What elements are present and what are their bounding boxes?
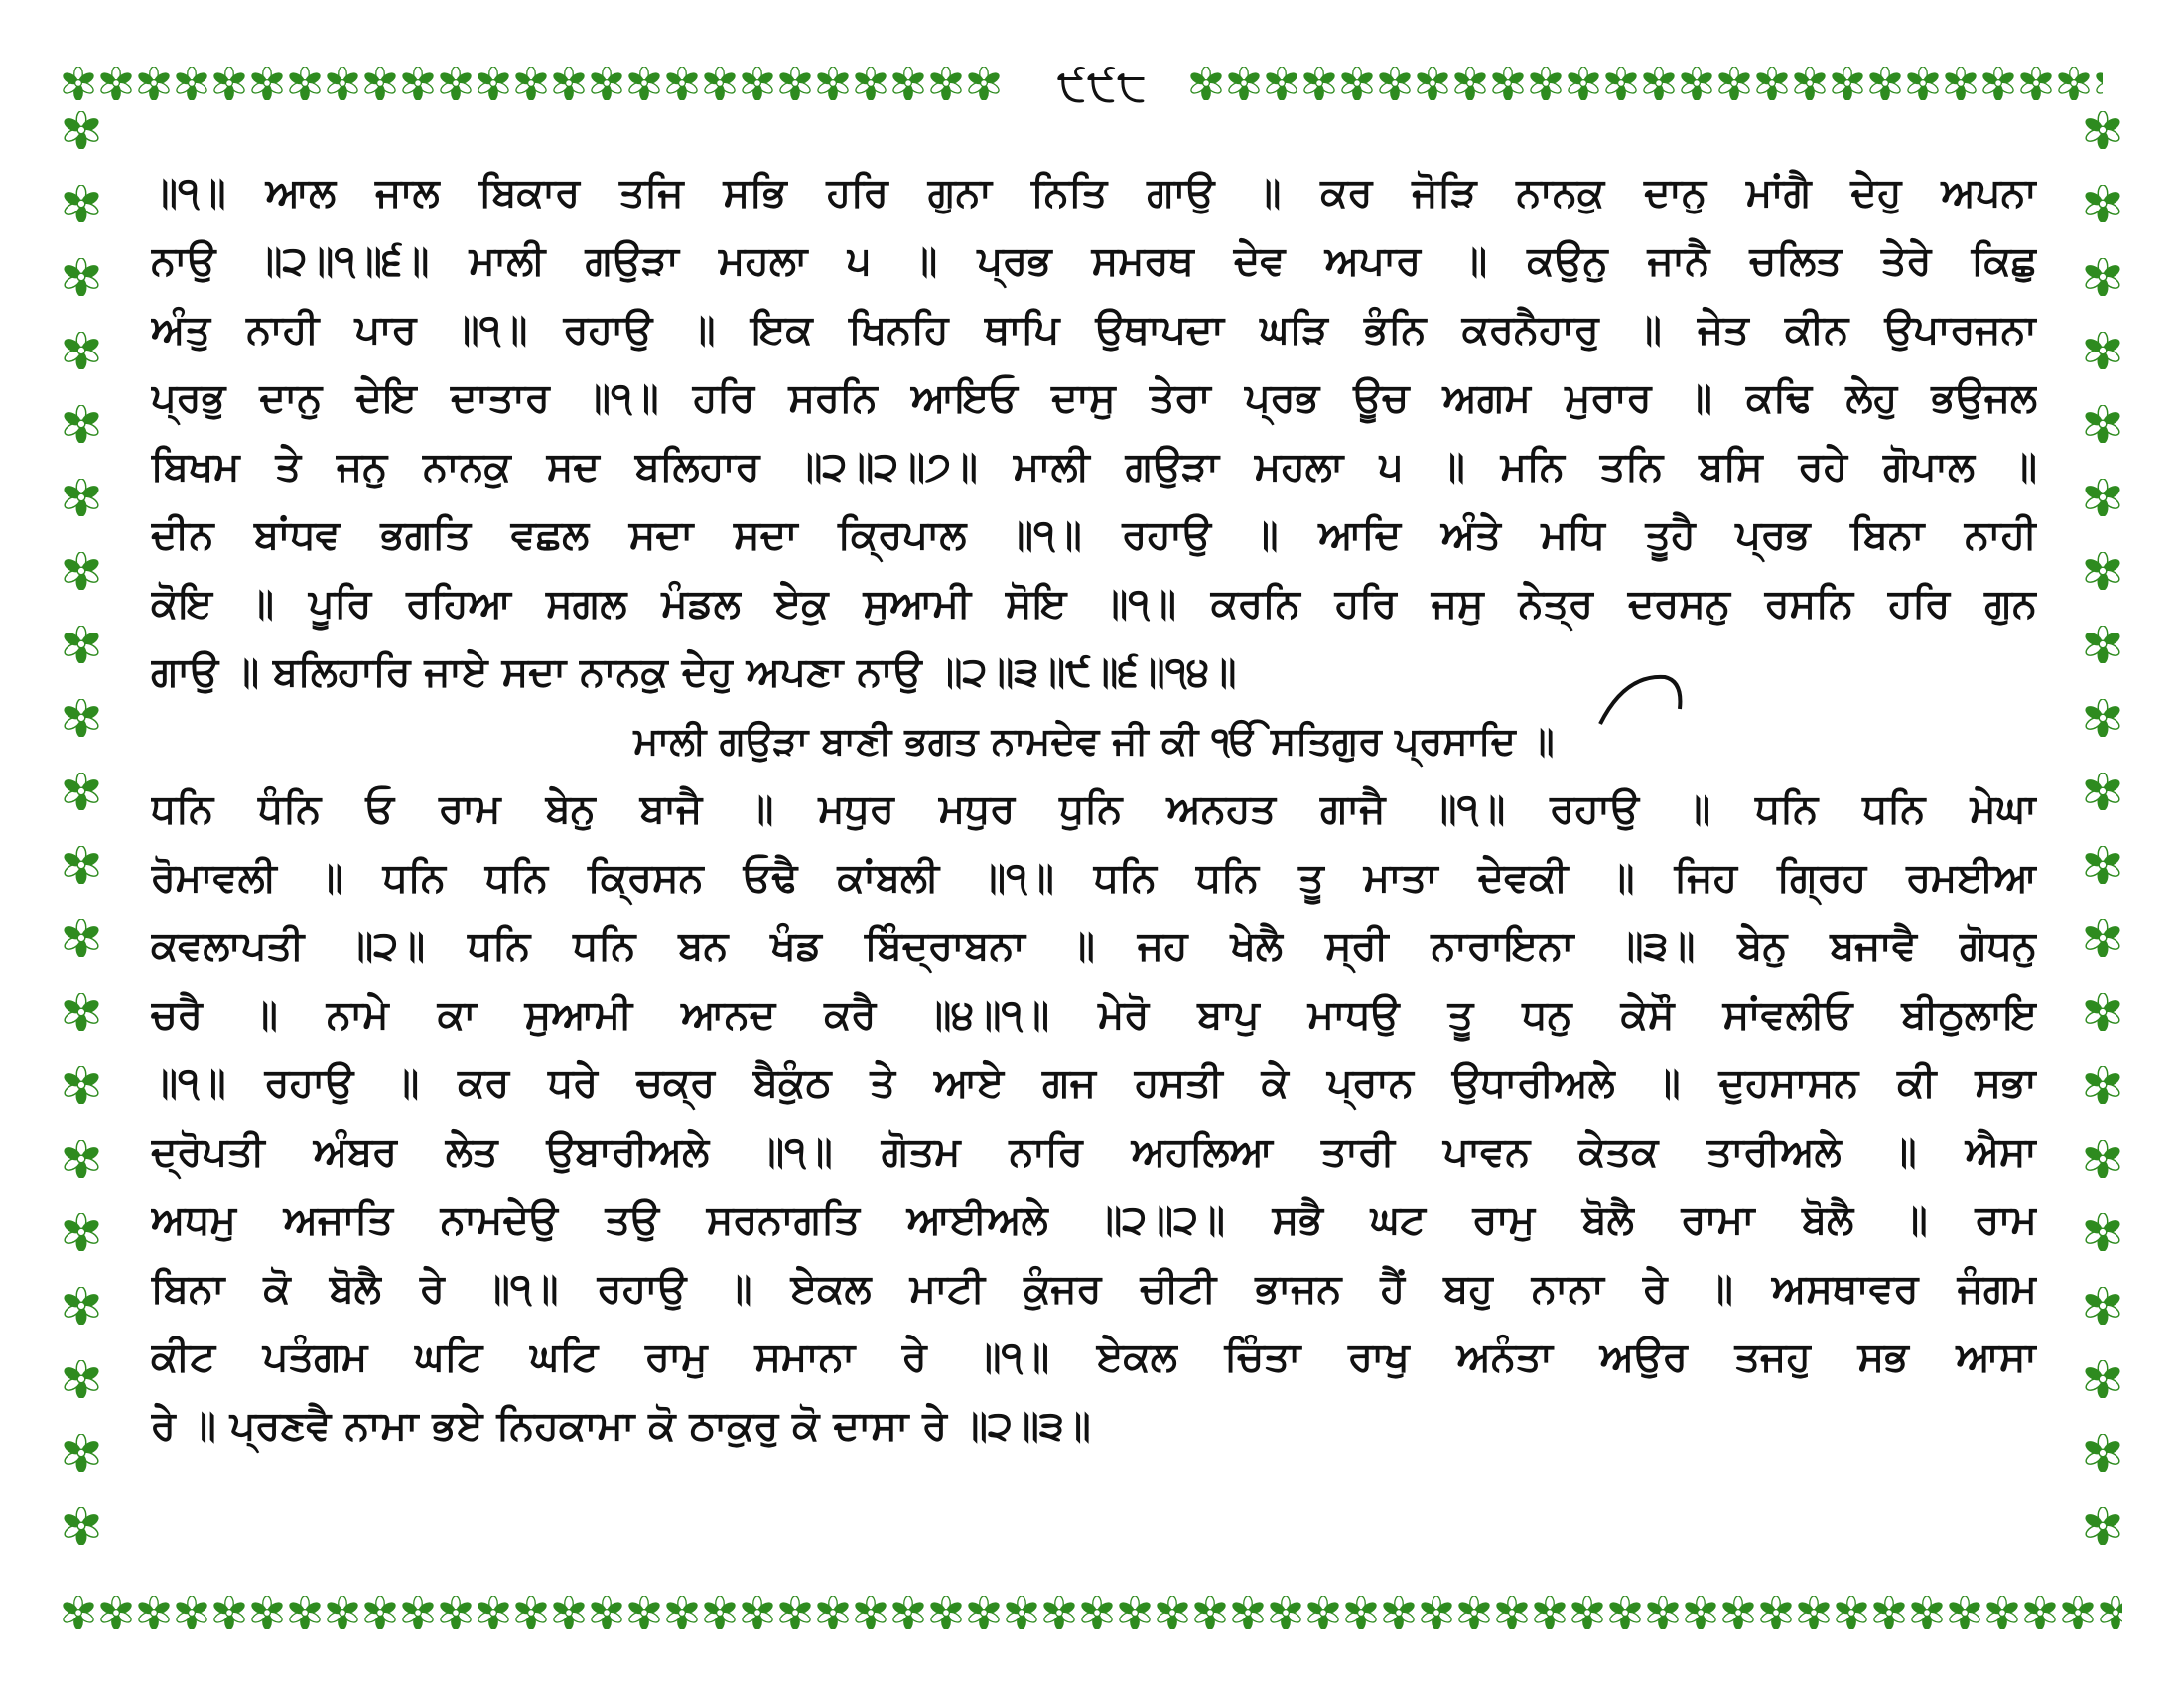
text-line: ਰੇ ॥ ਪ੍ਰਣਵੈ ਨਾਮਾ ਭਏ ਨਿਹਕਾਮਾ ਕੋ ਠਾਕੁਰੁ ਕੋ ਦਾਸਾ ਰੇ ॥੨॥੩॥ (151, 1403, 1091, 1449)
flower-ornament-icon (2057, 67, 2091, 100)
text-line: ਅੰਤੁ ਨਾਹੀ ਪਾਰ ॥੧॥ ਰਹਾਉ ॥ ਇਕ ਖਿਨਹਿ ਥਾਪਿ ਉਥਾਪਦਾ ਘੜਿ ਭੰਨਿ ਕਰਨੈਹਾਰੁ ॥ ਜੇਤ ਕੀਨ ਉਪਾਰਜਨਾ (151, 307, 2037, 352)
flower-ornament-icon (1269, 1596, 1302, 1629)
flower-ornament-icon (741, 1596, 774, 1629)
flower-ornament-icon (514, 1596, 548, 1629)
flower-ornament-icon (63, 993, 100, 1031)
text-line: ॥੧॥ ਰਹਾਉ ॥ ਕਰ ਧਰੇ ਚਕ੍ਰ ਬੈਕੁੰਠ ਤੇ ਆਏ ਗਜ ਹਸਤੀ ਕੇ ਪ੍ਰਾਨ ਉਧਾਰੀਅਲੇ ॥ ਦੁਹਸਾਸਨ ਕੀ ਸਭਾ (151, 1060, 2037, 1106)
flower-ornament-icon (2084, 1213, 2121, 1251)
flower-ornament-icon (2084, 479, 2121, 516)
flower-ornament-icon (1759, 1596, 1793, 1629)
flower-ornament-icon (2084, 405, 2121, 443)
flower-ornament-icon (2084, 552, 2121, 590)
flower-ornament-icon (552, 67, 586, 100)
flower-ornament-icon (1831, 67, 1864, 100)
flower-ornament-icon (62, 1596, 95, 1629)
text-line: ਨਾਉ ॥੨॥੧॥੬॥ ਮਾਲੀ ਗਉੜਾ ਮਹਲਾ ੫ ॥ ਪ੍ਰਭ ਸਮਰਥ ਦੇਵ ਅਪਾਰ ॥ ਕਉਨੁ ਜਾਨੈ ਚਲਿਤ ਤੇਰੇ ਕਿਛੁ (151, 238, 2037, 284)
flower-ornament-icon (1981, 67, 2015, 100)
flower-ornament-icon (2084, 185, 2121, 222)
flower-ornament-icon (2099, 1596, 2122, 1629)
flower-ornament-icon (1080, 1596, 1114, 1629)
flower-ornament-icon (1382, 1596, 1416, 1629)
flower-ornament-icon (1491, 67, 1525, 100)
flower-ornament-icon (891, 1596, 925, 1629)
flower-ornament-icon (63, 552, 100, 590)
flower-ornament-icon (1416, 67, 1449, 100)
flower-ornament-icon (1420, 1596, 1453, 1629)
flower-ornament-icon (854, 1596, 887, 1629)
flower-ornament-icon (63, 111, 100, 149)
flower-ornament-icon (1721, 1596, 1755, 1629)
heading-text: ਮਾਲੀ ਗਉੜਾ ਬਾਣੀ ਭਗਤ ਨਾਮਦੇਵ ਜੀ ਕੀ ੴ ਸਤਿਗੁਰ ਪ੍ਰਸਾਦਿ ॥ (633, 719, 1555, 763)
flower-ornament-icon (2084, 1507, 2121, 1545)
flower-ornament-icon (778, 1596, 812, 1629)
text-line: ॥੧॥ ਆਲ ਜਾਲ ਬਿਕਾਰ ਤਜਿ ਸਭਿ ਹਰਿ ਗੁਨਾ ਨਿਤਿ ਗਾਉ ॥ ਕਰ ਜੋੜਿ ਨਾਨਕੁ ਦਾਨੁ ਮਾਂਗੈ ਦੇਹੁ ਅਪਨਾ (151, 170, 2037, 215)
flower-ornament-icon (552, 1596, 586, 1629)
flower-ornament-icon (1608, 1596, 1642, 1629)
text-line: ਬਿਖਮ ਤੇ ਜਨੁ ਨਾਨਕੁ ਸਦ ਬਲਿਹਾਰ ॥੨॥੨॥੭॥ ਮਾਲੀ ਗਉੜਾ ਮਹਲਾ ੫ ॥ ਮਨਿ ਤਨਿ ਬਸਿ ਰਹੇ ਗੋਪਾਲ ॥ (151, 444, 2037, 490)
flower-ornament-icon (63, 846, 100, 884)
flower-ornament-icon (1189, 67, 1223, 100)
flower-ornament-icon (627, 1596, 661, 1629)
text-line: ਕੀਟ ਪਤੰਗਮ ਘਟਿ ਘਟਿ ਰਾਮੁ ਸਮਾਨਾ ਰੇ ॥੧॥ ਏਕਲ ਚਿੰਤਾ ਰਾਖੁ ਅਨੰਤਾ ਅਉਰ ਤਜਹੁ ਸਭ ਆਸਾ (151, 1335, 2037, 1380)
top-left-floral-border (62, 60, 1005, 107)
text-line: ਦ੍ਰੋਪਤੀ ਅੰਬਰ ਲੇਤ ਉਬਾਰੀਅਲੇ ॥੧॥ ਗੋਤਮ ਨਾਰਿ ਅਹਲਿਆ ਤਾਰੀ ਪਾਵਨ ਕੇਤਕ ਤਾਰੀਅਲੇ ॥ ਐਸਾ (151, 1129, 2037, 1175)
flower-ornament-icon (175, 67, 208, 100)
right-floral-border (2079, 111, 2126, 1581)
flower-ornament-icon (741, 67, 774, 100)
flower-ornament-icon (1680, 67, 1713, 100)
flower-ornament-icon (2084, 1066, 2121, 1104)
flower-ornament-icon (326, 67, 359, 100)
flower-ornament-icon (1231, 1596, 1265, 1629)
flower-ornament-icon (1227, 67, 1261, 100)
flower-ornament-icon (63, 258, 100, 296)
flower-ornament-icon (2095, 67, 2103, 100)
flower-ornament-icon (2023, 1596, 2057, 1629)
flower-ornament-icon (477, 1596, 510, 1629)
flower-ornament-icon (1906, 67, 1940, 100)
flower-ornament-icon (816, 67, 850, 100)
flower-ornament-icon (439, 1596, 473, 1629)
text-line: ਕੋਇ ॥ ਪੂਰਿ ਰਹਿਆ ਸਗਲ ਮੰਡਲ ਏਕੁ ਸੁਆਮੀ ਸੋਇ ॥੧॥ ਕਰਨਿ ਹਰਿ ਜਸੁ ਨੇਤ੍ਰ ਦਰਸਨੁ ਰਸਨਿ ਹਰਿ ਗੁਨ (151, 581, 2037, 627)
flower-ornament-icon (2084, 1360, 2121, 1398)
flower-ornament-icon (63, 626, 100, 663)
flower-ornament-icon (1344, 1596, 1378, 1629)
flower-ornament-icon (703, 67, 737, 100)
flower-ornament-icon (778, 67, 812, 100)
top-right-floral-border (1189, 60, 2103, 107)
text-line: ਧਨਿ ਧੰਨਿ ਓ ਰਾਮ ਬੇਨੁ ਬਾਜੈ ॥ ਮਧੁਰ ਮਧੁਰ ਧੁਨਿ ਅਨਹਤ ਗਾਜੈ ॥੧॥ ਰਹਾਉ ॥ ਧਨਿ ਧਨਿ ਮੇਘਾ (151, 786, 2037, 832)
flower-ornament-icon (1005, 1596, 1038, 1629)
flower-ornament-icon (1533, 1596, 1567, 1629)
flower-ornament-icon (477, 67, 510, 100)
flower-ornament-icon (1265, 67, 1298, 100)
flower-ornament-icon (665, 1596, 699, 1629)
flower-ornament-icon (63, 332, 100, 369)
flower-ornament-icon (439, 67, 473, 100)
text-line: ਰੋਮਾਵਲੀ ॥ ਧਨਿ ਧਨਿ ਕ੍ਰਿਸਨ ਓਢੈ ਕਾਂਬਲੀ ॥੧॥ ਧਨਿ ਧਨਿ ਤੂ ਮਾਤਾ ਦੇਵਕੀ ॥ ਜਿਹ ਗ੍ਰਿਹ ਰਮਈਆ (151, 855, 2037, 901)
text-line: ਬਿਨਾ ਕੋ ਬੋਲੈ ਰੇ ॥੧॥ ਰਹਾਉ ॥ ਏਕਲ ਮਾਟੀ ਕੁੰਜਰ ਚੀਟੀ ਭਾਜਨ ਹੈਂ ਬਹੁ ਨਾਨਾ ਰੇ ॥ ਅਸਥਾਵਰ ਜੰਗਮ (151, 1266, 2037, 1312)
text-line: ਪ੍ਰਭੁ ਦਾਨੁ ਦੇਇ ਦਾਤਾਰ ॥੧॥ ਹਰਿ ਸਰਨਿ ਆਇਓ ਦਾਸੁ ਤੇਰਾ ਪ੍ਰਭ ਊਚ ਅਗਮ ਮੁਰਾਰ ॥ ਕਢਿ ਲੇਹੁ ਭਉਜਲ (151, 375, 2037, 421)
flower-ornament-icon (1835, 1596, 1868, 1629)
flower-ornament-icon (1567, 67, 1600, 100)
flower-ornament-icon (2084, 919, 2121, 957)
flower-ornament-icon (2084, 1434, 2121, 1472)
flower-ornament-icon (590, 67, 623, 100)
section-heading (151, 707, 2037, 775)
flower-ornament-icon (288, 1596, 322, 1629)
flower-ornament-icon (326, 1596, 359, 1629)
flower-ornament-icon (1457, 1596, 1491, 1629)
flower-ornament-icon (1684, 1596, 1717, 1629)
text-line: ਕਵਲਾਪਤੀ ॥੨॥ ਧਨਿ ਧਨਿ ਬਨ ਖੰਡ ਬਿੰਦ੍ਰਾਬਨਾ ॥ ਜਹ ਖੇਲੈ ਸ੍ਰੀ ਨਾਰਾਇਨਾ ॥੩॥ ਬੇਨੁ ਬਜਾਵੈ ਗੋਧਨੁ (151, 923, 2037, 969)
flower-ornament-icon (175, 1596, 208, 1629)
flower-ornament-icon (1042, 1596, 1076, 1629)
flower-ornament-icon (2084, 993, 2121, 1031)
flower-ornament-icon (2084, 1140, 2121, 1178)
flower-ornament-icon (401, 1596, 435, 1629)
flower-ornament-icon (2061, 1596, 2095, 1629)
flower-ornament-icon (63, 1434, 100, 1472)
flower-ornament-icon (288, 67, 322, 100)
flower-ornament-icon (63, 1507, 100, 1545)
flower-ornament-icon (1604, 67, 1638, 100)
flower-ornament-icon (99, 1596, 133, 1629)
flower-ornament-icon (2084, 626, 2121, 663)
flower-ornament-icon (250, 67, 284, 100)
text-line: ਅਧਮੁ ਅਜਾਤਿ ਨਾਮਦੇਉ ਤਉ ਸਰਨਾਗਤਿ ਆਈਅਲੇ ॥੨॥੨॥ ਸਭੈ ਘਟ ਰਾਮੁ ਬੋਲੈ ਰਾਮਾ ਬੋਲੈ ॥ ਰਾਮ (151, 1197, 2037, 1243)
flower-ornament-icon (401, 67, 435, 100)
flower-ornament-icon (929, 67, 963, 100)
flower-ornament-icon (363, 67, 397, 100)
flower-ornament-icon (363, 1596, 397, 1629)
flower-ornament-icon (63, 919, 100, 957)
flower-ornament-icon (1306, 1596, 1340, 1629)
flower-ornament-icon (63, 1140, 100, 1178)
flower-ornament-icon (1755, 67, 1789, 100)
flower-ornament-icon (514, 67, 548, 100)
text-line: ਗਾਉ ॥ ਬਲਿਹਾਰਿ ਜਾਏ ਸਦਾ ਨਾਨਕੁ ਦੇਹੁ ਅਪਣਾ ਨਾਉ ॥੨॥੩॥੯॥੬॥੧੪॥ (151, 649, 1237, 695)
flower-ornament-icon (2084, 773, 2121, 810)
flower-ornament-icon (137, 67, 171, 100)
flower-ornament-icon (1646, 1596, 1680, 1629)
flower-ornament-icon (816, 1596, 850, 1629)
page-number: ੯੯੮ (1056, 58, 1148, 111)
flower-ornament-icon (63, 479, 100, 516)
flower-ornament-icon (967, 67, 1001, 100)
flower-ornament-icon (1118, 1596, 1152, 1629)
flower-ornament-icon (63, 1287, 100, 1325)
flower-ornament-icon (1529, 67, 1563, 100)
flower-ornament-icon (627, 67, 661, 100)
flower-ornament-icon (1156, 1596, 1189, 1629)
text-line: ਚਰੈ ॥ ਨਾਮੇ ਕਾ ਸੁਆਮੀ ਆਨਦ ਕਰੈ ॥੪॥੧॥ ਮੇਰੋ ਬਾਪੁ ਮਾਧਉ ਤੂ ਧਨੁ ਕੇਸੌ ਸਾਂਵਲੀਓ ਬੀਠੁਲਾਇ (151, 992, 2037, 1038)
flower-ornament-icon (2084, 699, 2121, 737)
ik-onkar-arc-mark (1595, 669, 1685, 729)
flower-ornament-icon (63, 699, 100, 737)
flower-ornament-icon (891, 67, 925, 100)
flower-ornament-icon (63, 405, 100, 443)
flower-ornament-icon (212, 1596, 246, 1629)
flower-ornament-icon (1985, 1596, 2019, 1629)
flower-ornament-icon (1570, 1596, 1604, 1629)
flower-ornament-icon (63, 1066, 100, 1104)
flower-ornament-icon (590, 1596, 623, 1629)
flower-ornament-icon (212, 67, 246, 100)
flower-ornament-icon (63, 1213, 100, 1251)
gurbani-text-block (151, 159, 2037, 1461)
flower-ornament-icon (2084, 258, 2121, 296)
flower-ornament-icon (703, 1596, 737, 1629)
flower-ornament-icon (1793, 67, 1827, 100)
text-line: ਦੀਨ ਬਾਂਧਵ ਭਗਤਿ ਵਛਲ ਸਦਾ ਸਦਾ ਕ੍ਰਿਪਾਲ ॥੧॥ ਰਹਾਉ ॥ ਆਦਿ ਅੰਤੇ ਮਧਿ ਤੂਹੈ ਪ੍ਰਭ ਬਿਨਾ ਨਾਹੀ (151, 512, 2037, 558)
flower-ornament-icon (1717, 67, 1751, 100)
flower-ornament-icon (1340, 67, 1374, 100)
flower-ornament-icon (99, 67, 133, 100)
flower-ornament-icon (2084, 332, 2121, 369)
flower-ornament-icon (1302, 67, 1336, 100)
flower-ornament-icon (1868, 67, 1902, 100)
flower-ornament-icon (1797, 1596, 1831, 1629)
flower-ornament-icon (1193, 1596, 1227, 1629)
flower-ornament-icon (2019, 67, 2053, 100)
flower-ornament-icon (1872, 1596, 1906, 1629)
flower-ornament-icon (665, 67, 699, 100)
flower-ornament-icon (1948, 1596, 1981, 1629)
flower-ornament-icon (2084, 1287, 2121, 1325)
flower-ornament-icon (1495, 1596, 1529, 1629)
left-floral-border (58, 111, 105, 1581)
flower-ornament-icon (63, 773, 100, 810)
flower-ornament-icon (1378, 67, 1412, 100)
flower-ornament-icon (1910, 1596, 1944, 1629)
flower-ornament-icon (967, 1596, 1001, 1629)
flower-ornament-icon (2084, 111, 2121, 149)
bottom-floral-border (62, 1589, 2122, 1636)
flower-ornament-icon (2084, 846, 2121, 884)
flower-ornament-icon (1642, 67, 1676, 100)
flower-ornament-icon (62, 67, 95, 100)
flower-ornament-icon (1944, 67, 1978, 100)
flower-ornament-icon (854, 67, 887, 100)
flower-ornament-icon (63, 1360, 100, 1398)
flower-ornament-icon (63, 185, 100, 222)
flower-ornament-icon (929, 1596, 963, 1629)
flower-ornament-icon (137, 1596, 171, 1629)
flower-ornament-icon (1453, 67, 1487, 100)
flower-ornament-icon (250, 1596, 284, 1629)
